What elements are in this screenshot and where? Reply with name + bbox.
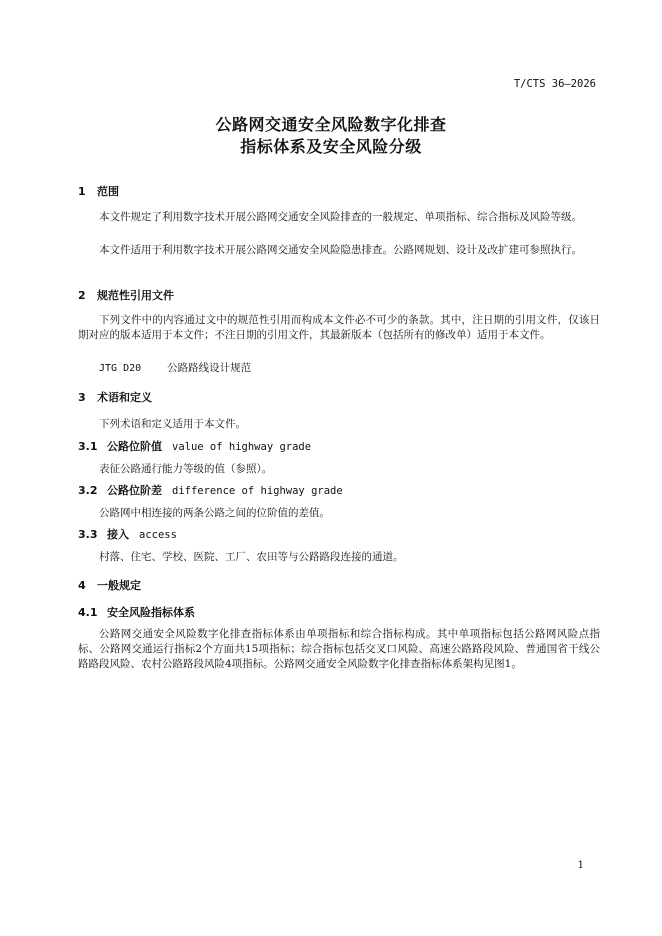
term-3-2-definition: 公路网中相连接的两条公路之间的位阶值的差值。 <box>99 507 330 519</box>
subsection-number: 4.1 <box>78 606 98 619</box>
section-title: 一般规定 <box>97 579 141 592</box>
document-title-line1: 公路网交通安全风险数字化排查 <box>215 115 447 134</box>
section-title: 规范性引用文件 <box>97 289 174 302</box>
section-4-heading <box>78 577 141 593</box>
term-3-2-heading <box>78 482 343 498</box>
section-title: 范围 <box>97 185 119 198</box>
document-code: T/CTS 36—2026 <box>513 78 596 90</box>
term-zh: 接入 <box>107 528 129 541</box>
document-title-line2: 指标体系及安全风险分级 <box>240 137 422 156</box>
term-3-3-heading <box>78 526 177 542</box>
section-number: 3 <box>78 391 86 404</box>
term-3-3-definition: 村落、住宅、学校、医院、工厂、农田等与公路路段连接的通道。 <box>99 551 404 563</box>
page-number: 1 <box>577 860 584 871</box>
term-en: value of highway grade <box>172 441 312 453</box>
section-1-paragraph-2: 本文件适用于利用数字技术开展公路网交通安全风险隐患排查。公路网规划、设计及改扩建可参照执行。 <box>99 244 582 256</box>
section-1-heading <box>78 183 119 199</box>
section-number: 4 <box>78 579 86 592</box>
section-4-1-paragraph: 公路网交通安全风险数字化排查指标体系由单项指标和综合指标构成。其中单项指标包括公路网风险点指标、公路网交通运行指标2个方面共15项指标；综合指标包括交叉口风险、高速公路路段风险、普通国省干线公路路段风险、农村公路路段风险4项指标。公路网交通安全风险数字化排查指标体系架构见图1。 <box>78 628 600 670</box>
section-1-paragraph-1: 本文件规定了利用数字技术开展公路网交通安全风险排查的一般规定、单项指标、综合指标及风险等级。 <box>99 211 582 223</box>
section-2-heading <box>78 287 174 303</box>
term-en: difference of highway grade <box>172 485 343 497</box>
term-en: access <box>139 529 177 541</box>
term-3-1-heading <box>78 438 311 454</box>
term-zh: 公路位阶值 <box>107 440 162 453</box>
term-number: 3.3 <box>78 528 98 541</box>
section-number: 2 <box>78 289 86 302</box>
section-3-heading <box>78 389 152 405</box>
reference-title: 公路路线设计规范 <box>167 362 252 374</box>
section-title: 术语和定义 <box>97 391 152 404</box>
section-3-intro: 下列术语和定义适用于本文件。 <box>99 418 246 430</box>
normative-reference <box>99 360 251 375</box>
section-2-paragraph: 下列文件中的内容通过文中的规范性引用而构成本文件必不可少的条款。其中，注日期的引用文件，仅该日期对应的版本适用于本文件；不注日期的引用文件，其最新版本（包括所有的修改单）适用于本文件。 <box>78 314 600 341</box>
section-number: 1 <box>78 185 86 198</box>
section-4-1-heading <box>78 604 195 620</box>
term-zh: 公路位阶差 <box>107 484 162 497</box>
subsection-title: 安全风险指标体系 <box>107 606 195 619</box>
term-number: 3.2 <box>78 484 98 497</box>
term-3-1-definition: 表征公路通行能力等级的值（参照）。 <box>99 463 273 475</box>
term-number: 3.1 <box>78 440 98 453</box>
reference-code: JTG D20 <box>99 363 142 374</box>
